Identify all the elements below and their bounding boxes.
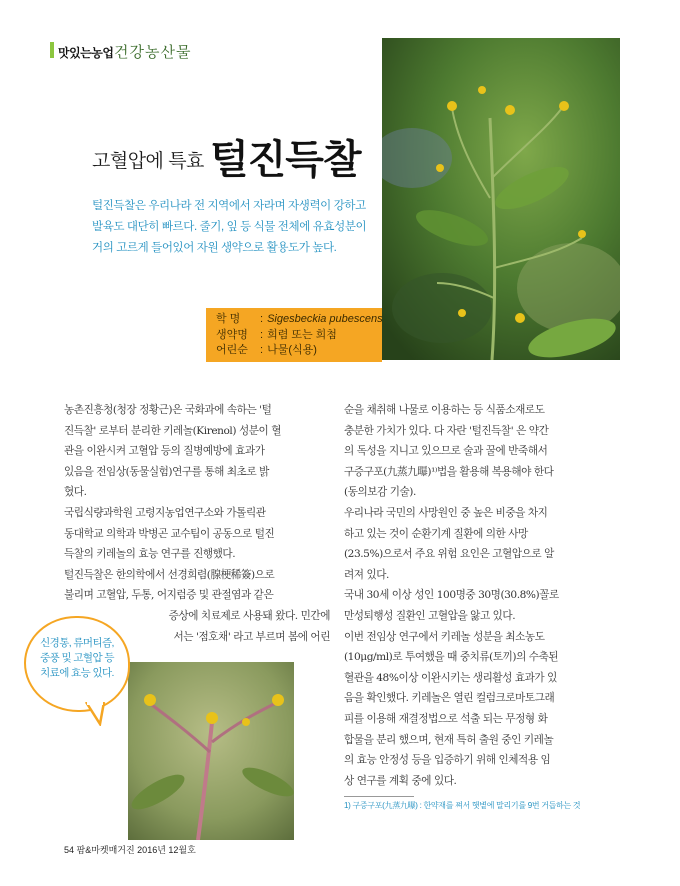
body-column-right bbox=[344, 400, 606, 791]
text-line: 있음을 전임상(동물실험)연구를 통해 최초로 밝 bbox=[64, 465, 269, 478]
body-column-left-wrap bbox=[128, 606, 330, 647]
text-line: 진득찰' 로부터 분리한 키레놀(Kirenol) 성분이 혈 bbox=[64, 424, 282, 437]
text-line: 려져 있다. bbox=[344, 568, 389, 581]
plant-photo-top bbox=[382, 38, 620, 360]
category-label: 건강농산물 bbox=[114, 43, 192, 61]
info-key: 학 명 bbox=[216, 313, 241, 325]
callout-line: 신경통, 류머티즘, bbox=[40, 637, 114, 649]
text-line: 의 효능 안정성 등을 입증하기 위해 인체적용 임 bbox=[344, 754, 551, 767]
text-line: 하고 있는 것이 순환기계 질환에 의한 사망 bbox=[344, 527, 528, 540]
info-box bbox=[206, 308, 382, 362]
info-row-herbal-name: 생약명 : 희렴 또는 희첨 bbox=[216, 328, 382, 344]
text-line: 구증구포(九蒸九曝)¹⁾법을 활용해 복용해야 한다 bbox=[344, 465, 554, 478]
title-subtitle: 고혈압에 특효 bbox=[92, 151, 204, 172]
text-line: 농촌진흥청(청장 정황근)은 국화과에 속하는 '털 bbox=[64, 404, 272, 416]
footnote-rule bbox=[344, 796, 414, 797]
lead-line: 거의 고르게 들어있어 자원 생약으로 활용도가 높다. bbox=[92, 242, 337, 254]
info-key: 어린순 bbox=[216, 344, 248, 356]
text-line: 국립식량과학원 고령지농업연구소와 가톨릭관 bbox=[64, 506, 266, 519]
text-line: 충분한 가치가 있다. 다 자란 '털진득찰' 은 약간 bbox=[344, 424, 549, 437]
text-line: 증상에 치료제로 사용돼 왔다. 민간에 bbox=[168, 610, 330, 622]
page-title: 털진득찰 bbox=[210, 138, 361, 182]
info-key: 생약명 bbox=[216, 328, 248, 341]
callout-tail bbox=[84, 702, 110, 726]
text-line: 만성퇴행성 질환인 고혈압을 앓고 있다. bbox=[344, 609, 516, 622]
page-footer: 54 팜&마켓매거진 2016년 12월호 bbox=[64, 845, 196, 855]
text-line: 피를 이용해 재결정법으로 석출 되는 무정형 화 bbox=[344, 712, 548, 725]
text-line: (10μg/ml)로 투여했을 때 중치류(토끼)의 수축된 bbox=[344, 651, 559, 664]
plant-illustration-top bbox=[382, 38, 620, 360]
text-line: (23.5%)으로서 주요 위험 요인은 고혈압으로 알 bbox=[344, 548, 554, 561]
text-line: 음을 확인했다. 키레놀은 열린 컬럼크로마토그래 bbox=[344, 692, 555, 705]
info-row-sprout: 어린순 : 나물(식용) bbox=[216, 343, 382, 359]
text-line: 털진득찰은 한의학에서 선경희렴(腺梗稀簽)으로 bbox=[64, 568, 275, 581]
text-line: 합물을 분리 했으며, 현재 특허 출원 중인 키레놀 bbox=[344, 733, 554, 746]
text-line: 서는 '점호채' 라고 부르며 봄에 어린 bbox=[173, 630, 330, 643]
callout-line: 중풍 및 고혈압 등 bbox=[40, 652, 114, 664]
text-line: 국내 30세 이상 성인 100명중 30명(30.8%)꼴로 bbox=[344, 589, 559, 602]
text-line: 상 연구를 계획 중에 있다. bbox=[344, 774, 457, 787]
text-line: 이번 전임상 연구에서 키레놀 성분을 최소농도 bbox=[344, 630, 545, 643]
footnote: 1) 구증구포(九蒸九曝) : 한약재를 쪄서 햇볕에 말리기를 9번 거듭하는 것 bbox=[344, 801, 581, 810]
text-line: 득찰의 키레놀의 효능 연구를 진행했다. bbox=[64, 548, 236, 561]
text-line: 우리나라 국민의 사망원인 중 높은 비중을 차지 bbox=[344, 506, 548, 519]
section-marker bbox=[50, 42, 54, 58]
body-column-left bbox=[64, 400, 330, 606]
text-line: 관을 이완시켜 고혈압 등의 질병예방에 효과가 bbox=[64, 445, 265, 458]
text-line: 혈관을 48%이상 이완시키는 생리활성 효과가 있 bbox=[344, 671, 557, 684]
text-line: 혔다. bbox=[64, 486, 87, 499]
callout-text bbox=[26, 636, 128, 681]
text-line: 동대학교 의학과 박병곤 교수팀이 공동으로 털진 bbox=[64, 527, 275, 540]
text-line: 순을 채취해 나물로 이용하는 등 식품소재로도 bbox=[344, 404, 545, 416]
callout-line: 치료에 효능 있다. bbox=[40, 667, 114, 679]
lead-line: 털진득찰은 우리나라 전 지역에서 자라며 자생력이 강하고 bbox=[92, 200, 366, 212]
info-value: 나물(식용) bbox=[267, 344, 317, 356]
text-line: 의 독성을 지니고 있으므로 술과 꿀에 반죽해서 bbox=[344, 445, 548, 458]
text-line: 불리며 고혈압, 두통, 어지럼증 및 관절염과 같은 bbox=[64, 589, 274, 602]
lead-line: 발육도 대단히 빠르다. 줄기, 잎 등 식물 전체에 유효성분이 bbox=[92, 221, 367, 233]
lead-paragraph bbox=[92, 196, 392, 259]
info-value: 희렴 또는 희첨 bbox=[267, 328, 337, 341]
info-row-scientific-name: 학 명 : Sigesbeckia pubescens bbox=[216, 312, 382, 328]
info-value: Sigesbeckia pubescens bbox=[267, 313, 383, 325]
plant-illustration-bottom bbox=[128, 662, 294, 840]
section-label: 맛있는농업 bbox=[58, 46, 114, 60]
plant-photo-bottom bbox=[128, 662, 294, 840]
text-line: (동의보감 기술). bbox=[344, 486, 416, 499]
